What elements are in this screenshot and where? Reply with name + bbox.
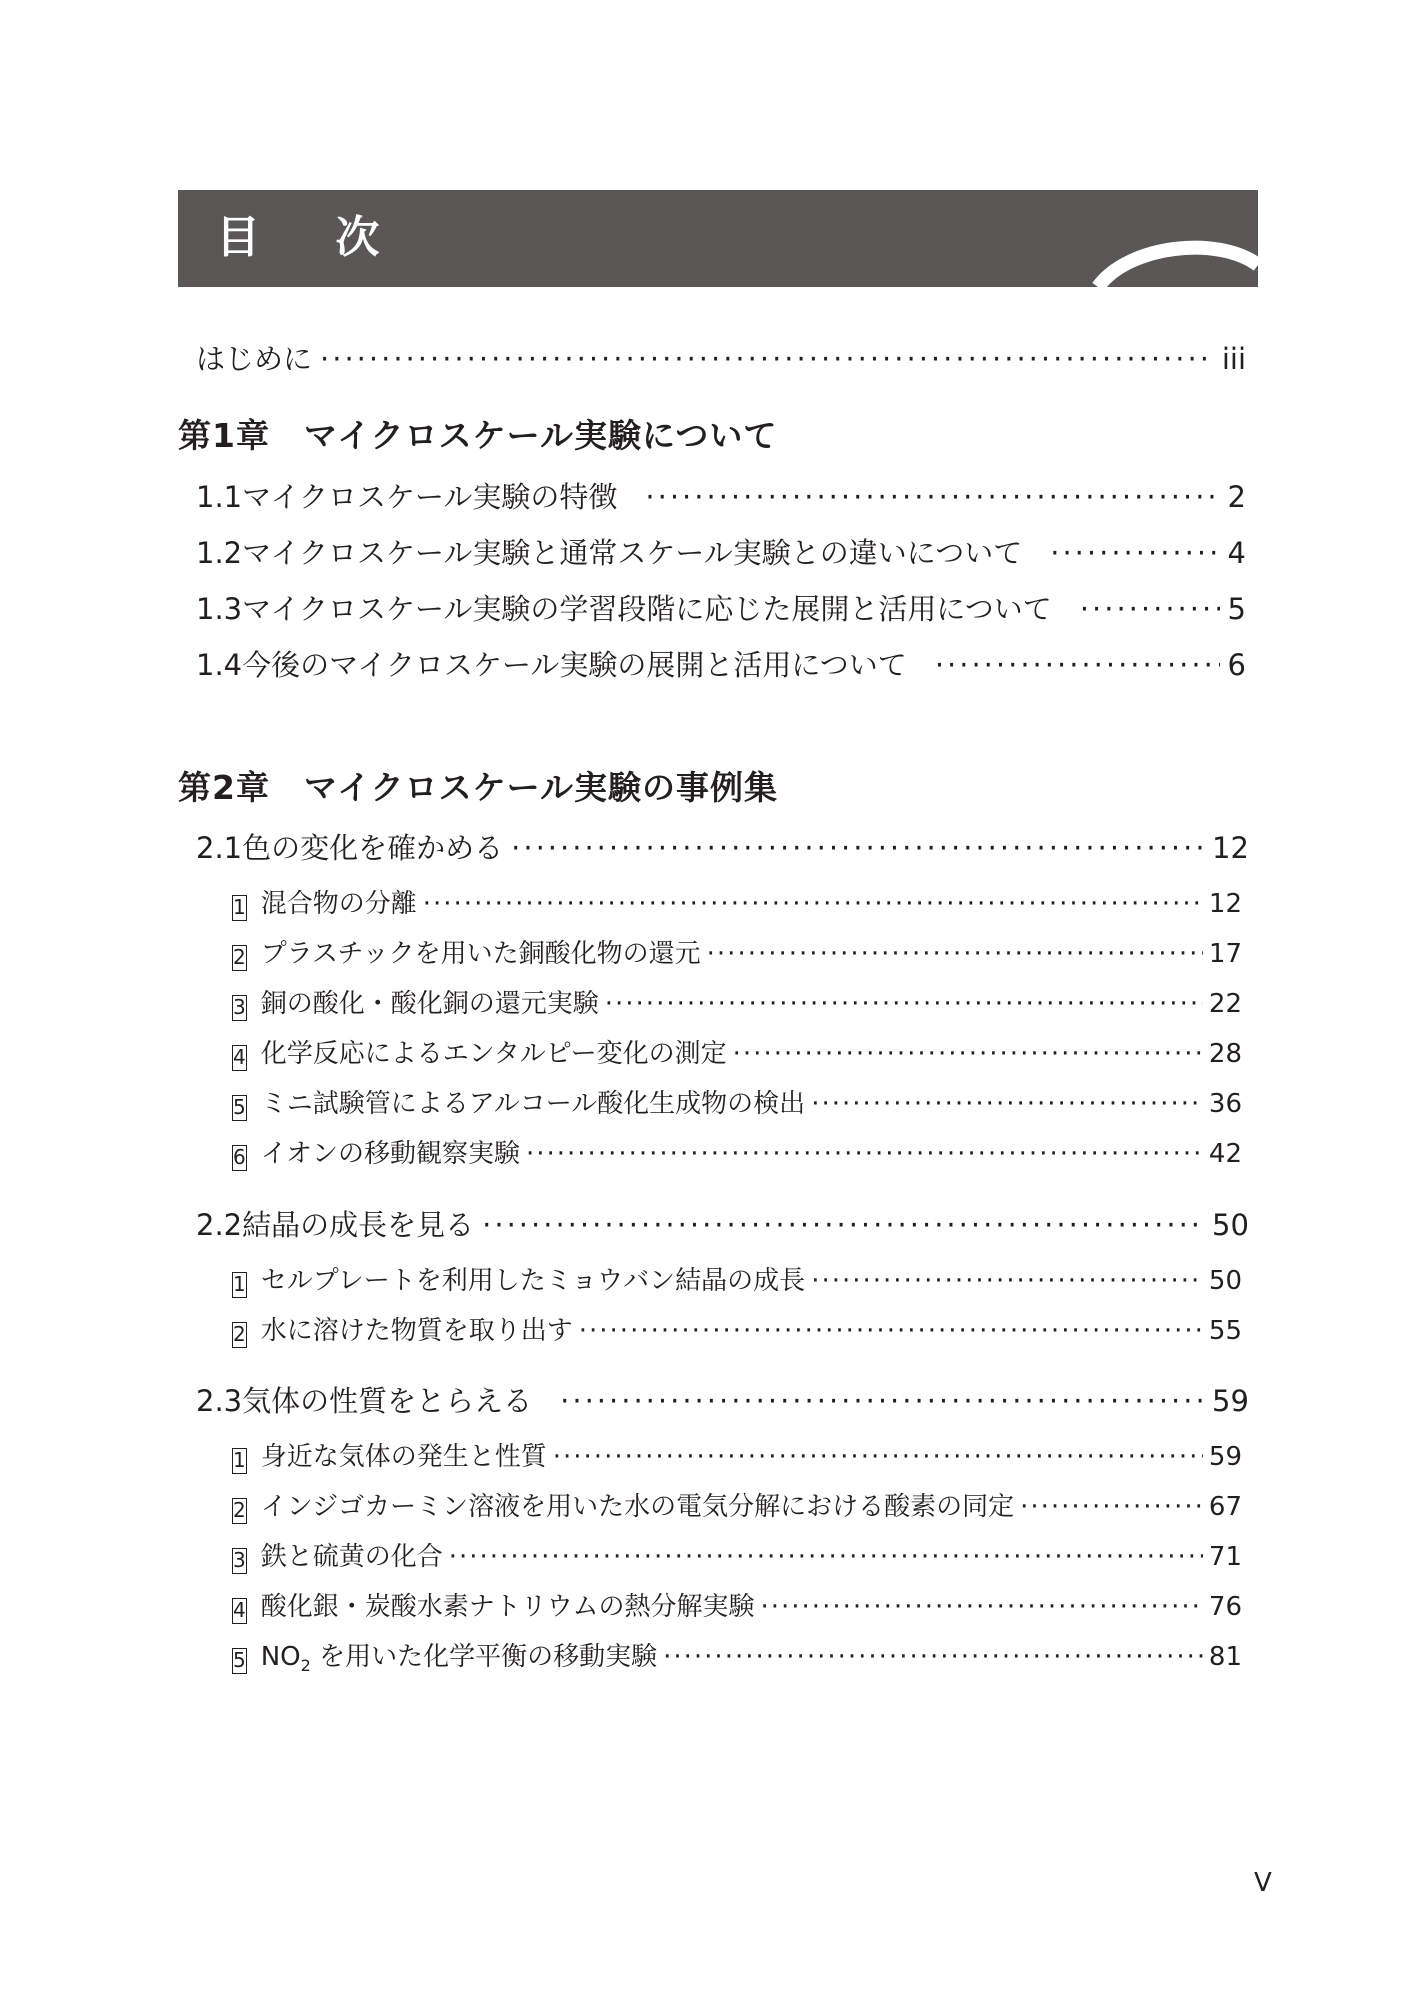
- toc-page-number: 2: [1227, 480, 1246, 514]
- chapter-2-heading: [178, 762, 778, 809]
- toc-item[interactable]: [232, 1586, 1242, 1623]
- chapter-title: マイクロスケール実験について: [303, 416, 778, 455]
- item-number-box: 2: [233, 945, 246, 969]
- chapter-1-heading: [178, 410, 777, 457]
- item-number-box: 5: [233, 1095, 246, 1119]
- item-title: ミニ試験管によるアルコール酸化生成物の検出: [260, 1089, 806, 1119]
- leader-dots: [511, 831, 1204, 865]
- section-number: 2.3: [196, 1384, 243, 1418]
- item-number-box: 3: [233, 1548, 246, 1572]
- item-number-box: 4: [233, 1045, 246, 1069]
- page-title: 目 次: [216, 212, 410, 263]
- toc-page-number: 50: [1212, 1208, 1249, 1242]
- section-title: 気体の性質をとらえる: [242, 1384, 533, 1418]
- item-number-box: 5: [233, 1648, 246, 1672]
- toc-item[interactable]: [232, 1033, 1242, 1070]
- toc-item[interactable]: [232, 1486, 1242, 1523]
- leader-dots: [579, 1316, 1203, 1346]
- item-title: 身近な気体の発生と性質: [260, 1442, 547, 1472]
- toc-item[interactable]: [232, 1133, 1242, 1170]
- toc-header-banner: [178, 190, 1258, 287]
- toc-item[interactable]: [232, 933, 1242, 970]
- toc-page-number: 5: [1227, 592, 1246, 626]
- leader-dots: [1050, 536, 1219, 570]
- leader-dots: [811, 1089, 1203, 1119]
- item-number-box: 1: [233, 895, 246, 919]
- section-number: 1.4: [196, 648, 243, 682]
- toc-page-number: 12: [1208, 889, 1242, 919]
- leader-dots: [733, 1039, 1203, 1069]
- toc-page-number: 81: [1208, 1642, 1242, 1672]
- section-title: マイクロスケール実験と通常スケール実験との違いについて: [242, 536, 1023, 570]
- item-number-box: 2: [233, 1498, 246, 1522]
- toc-page-number: 59: [1208, 1442, 1242, 1472]
- item-title: インジゴカーミン溶液を用いた水の電気分解における酸素の同定: [260, 1492, 1015, 1522]
- item-number-box: 1: [233, 1448, 246, 1472]
- toc-page-number: 67: [1208, 1492, 1242, 1522]
- toc-section[interactable]: [196, 475, 1246, 516]
- leader-dots: [663, 1642, 1203, 1672]
- item-title: 銅の酸化・酸化銅の還元実験: [260, 989, 599, 1019]
- section-number: 1.1: [196, 480, 243, 514]
- toc-entry-intro[interactable]: [196, 337, 1246, 378]
- section-number: 2.2: [196, 1208, 243, 1242]
- item-title: イオンの移動観察実験: [260, 1139, 520, 1169]
- toc-item[interactable]: [232, 983, 1242, 1020]
- toc-section[interactable]: [196, 826, 1249, 867]
- chapter-number: 第2章: [178, 768, 270, 807]
- leader-dots: [645, 480, 1219, 514]
- toc-page-number: 17: [1208, 939, 1242, 969]
- toc-page-number: 6: [1227, 648, 1246, 682]
- toc-page-number: 55: [1208, 1316, 1242, 1346]
- leader-dots: [935, 648, 1220, 682]
- leader-dots: [482, 1208, 1204, 1242]
- toc-item[interactable]: [232, 1436, 1242, 1473]
- toc-item[interactable]: [232, 1083, 1242, 1120]
- item-title: セルプレートを利用したミョウバン結晶の成長: [260, 1266, 806, 1296]
- item-number-box: 1: [233, 1272, 246, 1296]
- item-number-box: 4: [233, 1598, 246, 1622]
- item-title: [261, 1636, 657, 1675]
- leader-dots: [1020, 1492, 1203, 1522]
- toc-section[interactable]: [196, 1203, 1249, 1244]
- toc-item[interactable]: [232, 1260, 1242, 1297]
- toc-section[interactable]: [196, 643, 1246, 684]
- leader-dots: [811, 1266, 1203, 1296]
- toc-item[interactable]: [232, 883, 1242, 920]
- toc-page-number: 71: [1208, 1542, 1242, 1572]
- item-title: プラスチックを用いた銅酸化物の還元: [260, 939, 701, 969]
- leader-dots: [605, 989, 1203, 1019]
- item-title-suffix: を用いた化学平衡の移動実験: [310, 1642, 658, 1672]
- leader-dots: [1080, 592, 1220, 626]
- section-title: 結晶の成長を見る: [242, 1208, 475, 1242]
- item-title: 化学反応によるエンタルピー変化の測定: [260, 1039, 727, 1069]
- toc-entry-label: はじめに: [196, 342, 313, 376]
- section-title: 今後のマイクロスケール実験の展開と活用について: [242, 648, 907, 682]
- item-title: 鉄と硫黄の化合: [260, 1542, 443, 1572]
- toc-section[interactable]: [196, 587, 1246, 628]
- toc-page-number: 50: [1208, 1266, 1242, 1296]
- section-number: 1.3: [196, 592, 243, 626]
- section-number: 1.2: [196, 536, 243, 570]
- item-number-box: 3: [233, 995, 246, 1019]
- leader-dots: [707, 939, 1203, 969]
- leader-dots: [760, 1592, 1202, 1622]
- leader-dots: [560, 1384, 1204, 1418]
- toc-page-number: 59: [1212, 1384, 1249, 1418]
- section-number: 2.1: [196, 831, 243, 865]
- toc-page-number: 76: [1208, 1592, 1242, 1622]
- section-title: マイクロスケール実験の学習段階に応じた展開と活用について: [242, 592, 1052, 626]
- section-title: マイクロスケール実験の特徴: [242, 480, 618, 514]
- section-title: 色の変化を確かめる: [242, 831, 504, 865]
- chapter-title: マイクロスケール実験の事例集: [303, 768, 778, 807]
- leader-dots: [423, 889, 1203, 919]
- toc-page-number: 12: [1212, 831, 1249, 865]
- toc-section[interactable]: [196, 1379, 1249, 1420]
- chapter-number: 第1章: [178, 416, 270, 455]
- toc-item[interactable]: [232, 1310, 1242, 1347]
- toc-page-number: 22: [1208, 989, 1242, 1019]
- toc-item[interactable]: [232, 1536, 1242, 1573]
- toc-item[interactable]: [232, 1636, 1242, 1675]
- item-title: 混合物の分離: [260, 889, 417, 919]
- toc-section[interactable]: [196, 531, 1246, 572]
- formula-subscript: 2: [300, 1656, 311, 1676]
- leader-dots: [526, 1139, 1203, 1169]
- leader-dots: [449, 1542, 1203, 1572]
- toc-page-number: 36: [1208, 1089, 1242, 1119]
- toc-page-number: 42: [1208, 1139, 1242, 1169]
- toc-page-number: 28: [1208, 1039, 1242, 1069]
- page-number: V: [1254, 1868, 1272, 1898]
- formula-prefix: NO: [260, 1642, 301, 1672]
- toc-page-number: iii: [1221, 342, 1246, 376]
- leader-dots: [553, 1442, 1203, 1472]
- toc-page-number: 4: [1227, 536, 1246, 570]
- item-number-box: 2: [233, 1322, 246, 1346]
- leader-dots: [320, 342, 1214, 376]
- item-title: 酸化銀・炭酸水素ナトリウムの熱分解実験: [260, 1592, 755, 1622]
- item-title: 水に溶けた物質を取り出す: [260, 1316, 573, 1346]
- item-number-box: 6: [233, 1145, 246, 1169]
